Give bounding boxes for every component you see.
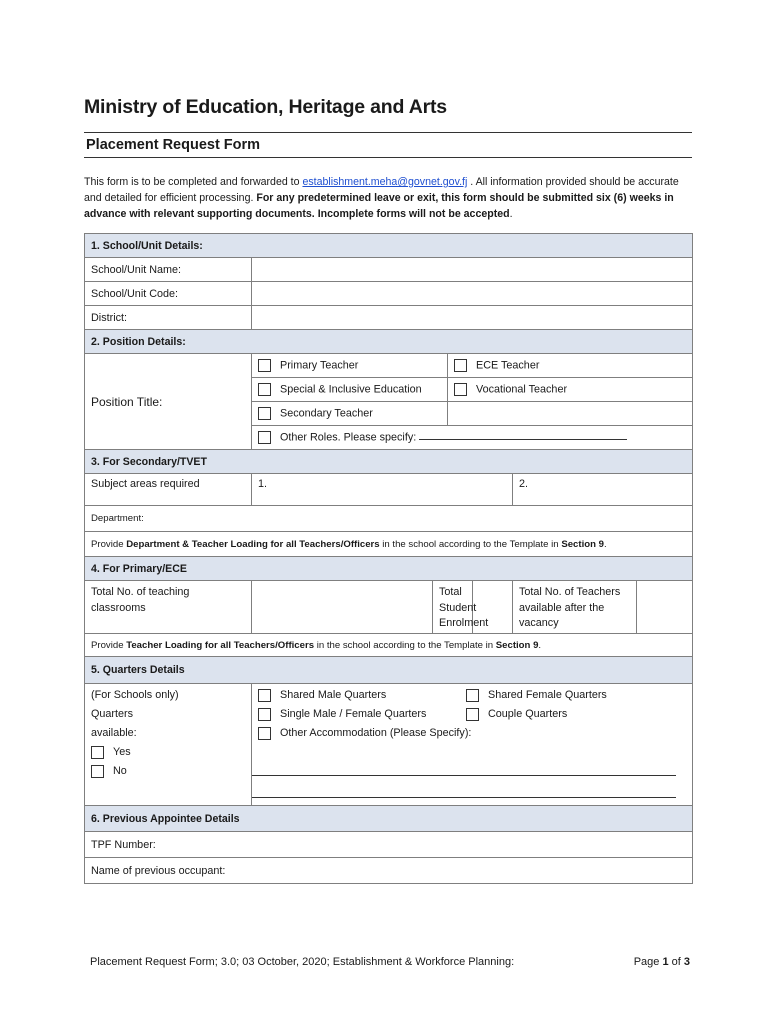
note-bold: Teacher Loading for all Teachers/Officers bbox=[126, 639, 315, 651]
secondary-teacher-checkbox[interactable] bbox=[258, 407, 271, 420]
note-section-ref: Section 9 bbox=[561, 538, 604, 550]
section4-heading: 4. For Primary/ECE bbox=[85, 557, 693, 581]
shared-female-checkbox[interactable] bbox=[466, 689, 479, 702]
previous-occupant-field[interactable]: Name of previous occupant: bbox=[85, 858, 693, 884]
section3-heading: 3. For Secondary/TVET bbox=[85, 450, 693, 474]
quarters-no-option[interactable] bbox=[91, 762, 245, 781]
single-quarters-checkbox[interactable] bbox=[258, 708, 271, 721]
form-subtitle: Placement Request Form bbox=[86, 137, 261, 153]
student-enrolment-label: Total Student Enrolment bbox=[433, 581, 473, 634]
option-other-roles[interactable] bbox=[252, 426, 693, 450]
school-name-field[interactable] bbox=[252, 258, 693, 282]
other-roles-checkbox[interactable] bbox=[258, 431, 271, 444]
title-rule bbox=[84, 132, 692, 133]
quarters-available-cell bbox=[85, 684, 252, 806]
other-accommodation-checkbox[interactable] bbox=[258, 727, 271, 740]
other-accommodation-option[interactable] bbox=[258, 724, 686, 743]
section5-heading: 5. Quarters Details bbox=[85, 657, 693, 684]
tpf-number-field[interactable]: TPF Number: bbox=[85, 832, 693, 858]
note-text: Provide bbox=[91, 639, 127, 651]
option-special-inclusive[interactable] bbox=[252, 378, 448, 402]
note-text: Provide bbox=[91, 538, 127, 550]
subject-areas-label: Subject areas required bbox=[85, 474, 252, 506]
shared-female-option[interactable] bbox=[466, 686, 607, 705]
primary-teacher-checkbox[interactable] bbox=[258, 359, 271, 372]
section1-heading: 1. School/Unit Details: bbox=[85, 234, 693, 258]
couple-quarters-label: Couple Quarters bbox=[488, 708, 568, 720]
footer-document-info: Placement Request Form; 3.0; 03 October, 2020; Establishment & Workforce Planning: bbox=[90, 956, 515, 968]
subject-area-2-field[interactable]: 2. bbox=[513, 474, 693, 506]
quarters-yes-label: Yes bbox=[113, 746, 131, 758]
primary-teacher-label: Primary Teacher bbox=[280, 359, 359, 372]
intro-paragraph bbox=[84, 174, 688, 222]
placement-form-table bbox=[84, 233, 693, 884]
other-accommodation-label: Other Accommodation (Please Specify): bbox=[280, 727, 472, 739]
department-field[interactable]: Department: bbox=[85, 506, 693, 532]
secondary-loading-note bbox=[85, 532, 693, 557]
page-of: of bbox=[668, 956, 684, 968]
quarters-no-checkbox[interactable] bbox=[91, 765, 104, 778]
schools-only-note: (For Schools only) bbox=[91, 689, 179, 701]
ece-teacher-checkbox[interactable] bbox=[454, 359, 467, 372]
other-accommodation-line-1[interactable] bbox=[252, 761, 676, 776]
intro-bold-notice: For any predetermined leave or exit, this form should be submitted six (6) weeks in advance with relevant supporting documents. Incomplete forms will not be accepted bbox=[84, 192, 674, 220]
note-section-ref: Section 9 bbox=[495, 639, 539, 651]
teachers-available-label: Total No. of Teachers available after the vacancy bbox=[513, 581, 637, 634]
option-ece-teacher[interactable] bbox=[448, 354, 693, 378]
teaching-classrooms-label: Total No. of teaching classrooms bbox=[85, 581, 252, 634]
shared-female-label: Shared Female Quarters bbox=[488, 689, 607, 701]
email-link[interactable]: establishment.meha@govnet.gov.fj bbox=[302, 176, 468, 188]
section2-heading: 2. Position Details: bbox=[85, 330, 693, 354]
page-title: Ministry of Education, Heritage and Arts bbox=[84, 96, 447, 118]
section6-heading: 6. Previous Appointee Details bbox=[85, 806, 693, 832]
intro-text-start: This form is to be completed and forwarded to bbox=[84, 176, 303, 188]
school-code-field[interactable] bbox=[252, 282, 693, 306]
note-text: . bbox=[538, 639, 542, 651]
vocational-teacher-checkbox[interactable] bbox=[454, 383, 467, 396]
page-total: 3 bbox=[683, 956, 690, 968]
special-inclusive-checkbox[interactable] bbox=[258, 383, 271, 396]
quarters-label: Quarters bbox=[91, 708, 134, 720]
note-bold: Department & Teacher Loading for all Teachers/Officers bbox=[126, 538, 380, 550]
option-primary-teacher[interactable] bbox=[252, 354, 448, 378]
ece-teacher-label: ECE Teacher bbox=[476, 359, 540, 372]
intro-text-end: . bbox=[509, 208, 513, 220]
empty-option-cell bbox=[448, 402, 693, 426]
available-label: available: bbox=[91, 727, 137, 739]
note-text: in the school according to the Template in bbox=[314, 639, 496, 651]
quarters-yes-checkbox[interactable] bbox=[91, 746, 104, 759]
district-label: District: bbox=[85, 306, 252, 330]
note-text: in the school according to the Template in bbox=[379, 538, 562, 550]
footer-page-number bbox=[634, 956, 690, 968]
shared-male-option[interactable] bbox=[258, 689, 386, 701]
shared-male-label: Shared Male Quarters bbox=[280, 689, 387, 701]
other-roles-input[interactable] bbox=[419, 439, 627, 440]
other-roles-label: Other Roles. Please specify: bbox=[280, 431, 417, 444]
subject-area-1-field[interactable]: 1. bbox=[252, 474, 513, 506]
special-inclusive-label: Special & Inclusive Education bbox=[280, 383, 422, 396]
other-accommodation-line-2[interactable] bbox=[252, 783, 676, 798]
district-field[interactable] bbox=[252, 306, 693, 330]
teaching-classrooms-field[interactable] bbox=[252, 581, 433, 634]
page-prefix: Page bbox=[633, 956, 663, 968]
page-current: 1 bbox=[662, 956, 669, 968]
single-quarters-label: Single Male / Female Quarters bbox=[280, 708, 427, 720]
vocational-teacher-label: Vocational Teacher bbox=[476, 383, 568, 396]
secondary-teacher-label: Secondary Teacher bbox=[280, 407, 373, 420]
quarters-yes-option[interactable] bbox=[91, 743, 245, 762]
option-vocational-teacher[interactable] bbox=[448, 378, 693, 402]
couple-quarters-option[interactable] bbox=[466, 705, 567, 724]
school-code-label: School/Unit Code: bbox=[85, 282, 252, 306]
subtitle-rule bbox=[84, 157, 692, 158]
shared-male-checkbox[interactable] bbox=[258, 689, 271, 702]
couple-quarters-checkbox[interactable] bbox=[466, 708, 479, 721]
note-text: . bbox=[603, 538, 607, 550]
school-name-label: School/Unit Name: bbox=[85, 258, 252, 282]
single-quarters-option[interactable] bbox=[258, 708, 426, 720]
quarters-options-cell bbox=[252, 684, 693, 806]
intro-text-middle: . All information provided should be accurate and detailed for efficient processing. bbox=[84, 176, 679, 204]
position-title-label: Position Title: bbox=[85, 354, 252, 450]
quarters-no-label: No bbox=[113, 765, 127, 777]
teachers-available-field[interactable] bbox=[637, 581, 693, 634]
option-secondary-teacher[interactable] bbox=[252, 402, 448, 426]
primary-loading-note bbox=[85, 634, 693, 657]
